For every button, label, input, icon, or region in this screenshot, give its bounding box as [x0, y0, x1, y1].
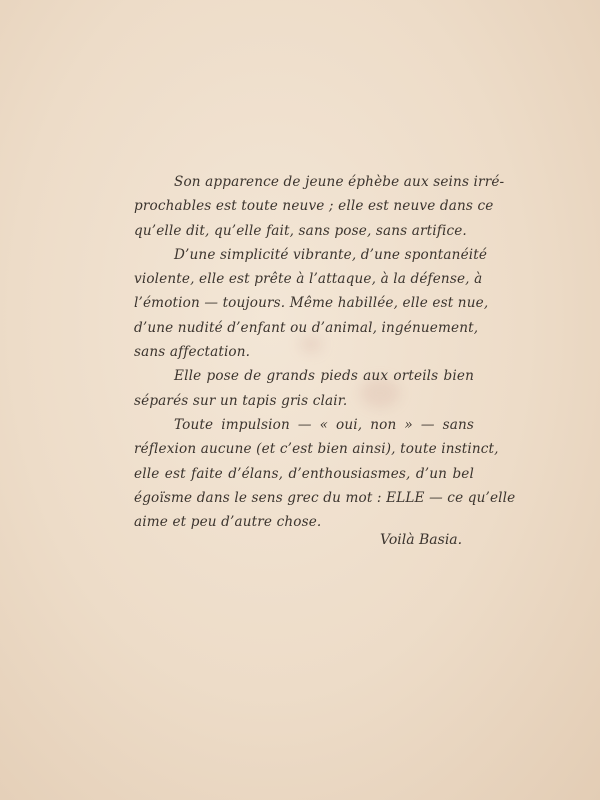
paragraph-4-line-4: égoïsme dans le sens grec du mot : ELLE — ce qu’elle	[134, 489, 516, 506]
text-block	[134, 170, 516, 534]
paragraph-2-line-5: sans affectation.	[134, 344, 251, 361]
signature: Voilà Basia.	[380, 532, 463, 548]
paragraph-3-line-2: séparés sur un tapis gris clair.	[134, 392, 348, 409]
paragraph-4-line-2: réflexion aucune (et c’est bien ainsi), toute instinct,	[134, 441, 499, 458]
paragraph-2-line-2: violente, elle est prête à l’attaque, à la défense, à	[134, 271, 483, 288]
paragraph-1-line-3: qu’elle dit, qu’elle fait, sans pose, sans artifice.	[134, 222, 467, 239]
paragraph-2-line-1: D’une simplicité vibrante, d’une spontanéité	[174, 246, 488, 263]
paragraph-1-line-2: prochables est toute neuve ; elle est neuve dans ce	[134, 198, 494, 215]
paragraph-4-line-3: elle est faite d’élans, d’enthousiasmes, d’un bel	[134, 465, 474, 482]
paragraph-4-line-1: Toute impulsion — « oui, non » — sans	[174, 416, 474, 433]
paragraph-1-line-1: Son apparence de jeune éphèbe aux seins irré-	[174, 174, 505, 190]
paragraph-2-line-4: d’une nudité d’enfant ou d’animal, ingénuement,	[134, 319, 479, 336]
paragraph-3-line-1: Elle pose de grands pieds aux orteils bien	[174, 368, 474, 385]
paragraph-2-line-3: l’émotion — toujours. Même habillée, elle est nue,	[134, 295, 489, 312]
paragraph-4-line-5: aime et peu d’autre chose.	[134, 514, 322, 531]
